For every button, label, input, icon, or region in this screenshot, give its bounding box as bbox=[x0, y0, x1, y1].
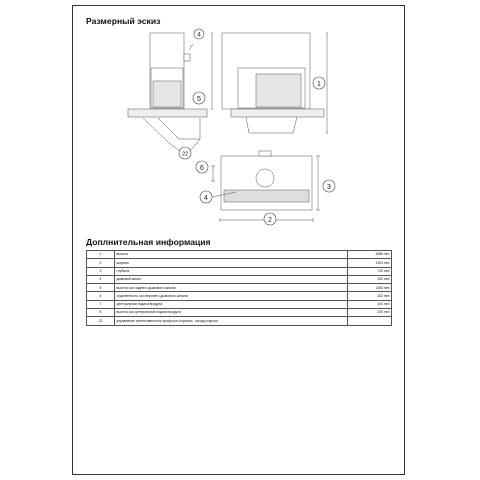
table-row bbox=[87, 284, 392, 292]
row-number: 7 bbox=[87, 300, 115, 308]
table-row bbox=[87, 317, 392, 325]
row-value: 100 mm bbox=[348, 300, 392, 308]
row-number: 8 bbox=[87, 309, 115, 317]
table-row bbox=[87, 309, 392, 317]
row-label: центральная подача воздуха bbox=[115, 300, 348, 308]
svg-text:2: 2 bbox=[268, 217, 272, 224]
row-value: 1284 mm bbox=[348, 284, 392, 292]
callout-6 bbox=[196, 161, 208, 173]
callout-1 bbox=[313, 77, 325, 89]
row-label: высота оси центральной подачи воздуха bbox=[115, 309, 348, 317]
front-view bbox=[222, 33, 328, 133]
row-value: 1303 mm bbox=[348, 259, 392, 267]
svg-text:4: 4 bbox=[197, 31, 201, 39]
row-value: 282 mm bbox=[348, 292, 392, 300]
row-label: управление интенсивностью процесса сгорания - назад открыто bbox=[115, 317, 348, 325]
svg-text:5: 5 bbox=[197, 96, 201, 103]
info-title: Доплнительная информация bbox=[86, 237, 211, 247]
row-label: отдаленность оси верхнего дымового канала bbox=[115, 292, 348, 300]
table-row bbox=[87, 300, 392, 308]
row-value bbox=[348, 317, 392, 325]
svg-text:3: 3 bbox=[327, 184, 331, 191]
svg-text:4: 4 bbox=[204, 195, 208, 202]
svg-text:1: 1 bbox=[317, 81, 321, 88]
callout-22 bbox=[169, 139, 200, 159]
callout-3 bbox=[323, 180, 335, 192]
sketch-title: Размерный эскиз bbox=[86, 16, 161, 26]
row-value: 1586 mm bbox=[348, 251, 392, 259]
row-label: высота оси заднего дымового канала bbox=[115, 284, 348, 292]
row-value: 150 mm bbox=[348, 275, 392, 283]
plan-view bbox=[211, 151, 320, 222]
callout-2 bbox=[264, 213, 276, 225]
row-number: 3 bbox=[87, 267, 115, 275]
row-label: высота bbox=[115, 251, 348, 259]
callout-5 bbox=[193, 92, 205, 104]
row-label: ширина bbox=[115, 259, 348, 267]
table-row bbox=[87, 275, 392, 283]
table-row bbox=[87, 267, 392, 275]
row-number: 4 bbox=[87, 275, 115, 283]
row-number: 2 bbox=[87, 259, 115, 267]
row-number: 5 bbox=[87, 284, 115, 292]
table-row bbox=[87, 292, 392, 300]
row-value: 740 mm bbox=[348, 267, 392, 275]
document-page bbox=[72, 5, 405, 475]
row-label: дымовой канал bbox=[115, 275, 348, 283]
row-number: 1 bbox=[87, 251, 115, 259]
svg-text:6: 6 bbox=[200, 165, 204, 172]
dimension-drawing bbox=[73, 6, 406, 236]
row-number: 6 bbox=[87, 292, 115, 300]
svg-text:22: 22 bbox=[181, 151, 189, 158]
table-row bbox=[87, 259, 392, 267]
table-row bbox=[87, 251, 392, 259]
spec-table bbox=[86, 250, 392, 326]
row-number: 22 bbox=[87, 317, 115, 325]
callout-4-top bbox=[189, 29, 204, 50]
row-label: глубина bbox=[115, 267, 348, 275]
row-value: 230 mm bbox=[348, 309, 392, 317]
side-view bbox=[128, 33, 213, 143]
